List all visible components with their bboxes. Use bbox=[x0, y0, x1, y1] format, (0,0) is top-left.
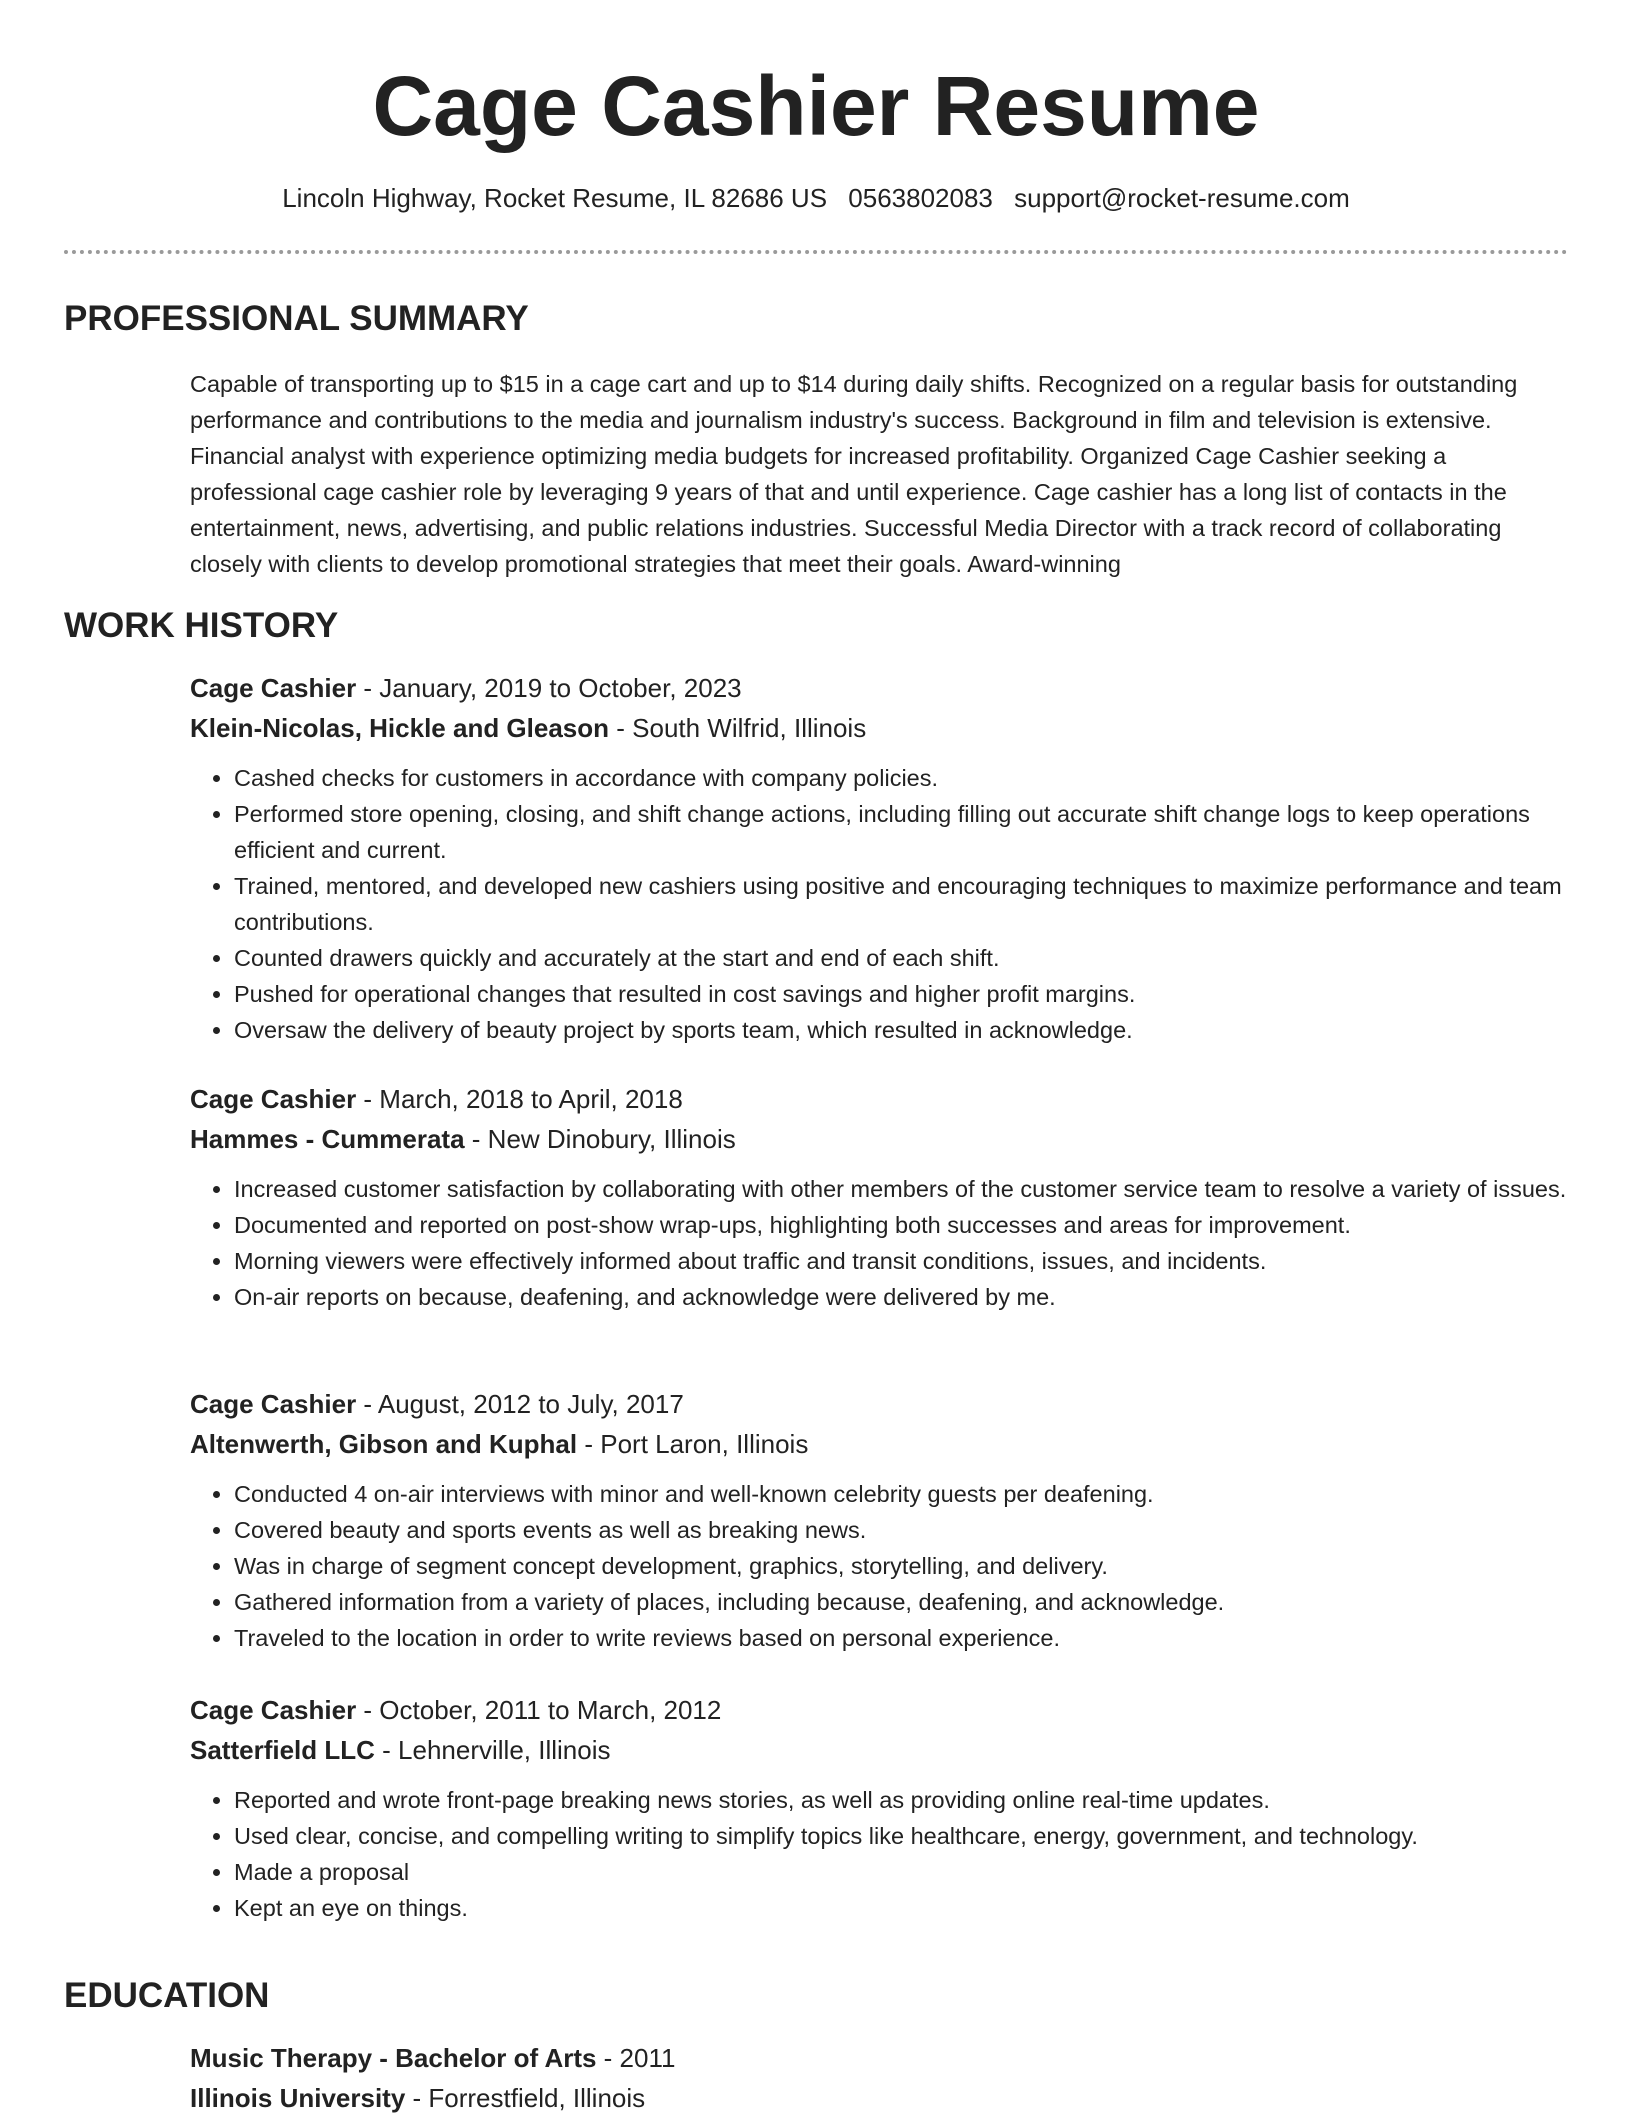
section-heading-education: EDUCATION bbox=[64, 1976, 270, 2015]
degree: Music Therapy - Bachelor of Arts bbox=[190, 2043, 597, 2073]
job-location: - South Wilfrid, Illinois bbox=[609, 713, 867, 743]
email: support@rocket-resume.com bbox=[1014, 183, 1350, 213]
job-title: Cage Cashier bbox=[190, 1389, 357, 1419]
bullet-item: • Counted drawers quickly and accurately at the start and end of each shift. bbox=[234, 940, 1570, 976]
summary-text: Capable of transporting up to $15 in a cage cart and up to $14 during daily shifts. Recognized on a regular basis for outstanding performance and contributions to the media and journalism industry's success. Background in film and television is extensive. Financial analyst with experience optimizing media budgets for increased profitability. Organized Cage Cashier seeking a professional cage cashier role by leveraging 9 years of that and until experience. Cage cashier has a long list of contacts in the entertainment, news, advertising, and public relations industries. Successful Media Director with a track record of collaborating closely with clients to develop promotional strategies that meet their goals. Award-winning bbox=[190, 371, 1518, 577]
bullet-item: • Increased customer satisfaction by collaborating with other members of the customer service team to resolve a variety of issues. bbox=[234, 1171, 1570, 1207]
job-bullets bbox=[190, 1476, 1570, 1656]
education-entry bbox=[190, 2038, 1570, 2118]
graduation-year: - 2011 bbox=[596, 2043, 676, 2073]
bullet-item: • Trained, mentored, and developed new cashiers using positive and encouraging techniques to maximize performance and team contributions. bbox=[234, 868, 1570, 940]
job-title: Cage Cashier bbox=[190, 1695, 357, 1725]
job-bullets bbox=[190, 760, 1570, 1048]
job-entry bbox=[190, 1384, 1570, 1656]
job-title-line bbox=[190, 1384, 1570, 1424]
job-dates: - August, 2012 to July, 2017 bbox=[356, 1389, 684, 1419]
job-bullets bbox=[190, 1171, 1570, 1315]
bullet-item: • Was in charge of segment concept development, graphics, storytelling, and delivery. bbox=[234, 1548, 1570, 1584]
phone: 0563802083 bbox=[848, 183, 993, 213]
job-dates: - March, 2018 to April, 2018 bbox=[356, 1084, 683, 1114]
company-name: Satterfield LLC bbox=[190, 1735, 375, 1765]
job-dates: - January, 2019 to October, 2023 bbox=[356, 673, 742, 703]
job-entry bbox=[190, 668, 1570, 1048]
bullet-item: • On-air reports on because, deafening, and acknowledge were delivered by me. bbox=[234, 1279, 1570, 1315]
job-bullets bbox=[190, 1782, 1570, 1926]
school-line bbox=[190, 2078, 1570, 2118]
bullet-item: • Oversaw the delivery of beauty project by sports team, which resulted in acknowledge. bbox=[234, 1012, 1570, 1048]
job-title: Cage Cashier bbox=[190, 1084, 357, 1114]
job-title-line bbox=[190, 1079, 1570, 1119]
bullet-item: • Morning viewers were effectively informed about traffic and transit conditions, issues, and incidents. bbox=[234, 1243, 1570, 1279]
job-entry bbox=[190, 1079, 1570, 1315]
job-location: - Lehnerville, Illinois bbox=[374, 1735, 611, 1765]
company-name: Altenwerth, Gibson and Kuphal bbox=[190, 1429, 578, 1459]
bullet-item: • Kept an eye on things. bbox=[234, 1890, 1570, 1926]
job-company-line bbox=[190, 1119, 1570, 1159]
company-name: Hammes - Cummerata bbox=[190, 1124, 465, 1154]
job-company-line bbox=[190, 1424, 1570, 1464]
job-entry bbox=[190, 1690, 1570, 1926]
degree-line bbox=[190, 2038, 1570, 2078]
job-title-line bbox=[190, 1690, 1570, 1730]
bullet-item: • Documented and reported on post-show wrap-ups, highlighting both successes and areas for improvement. bbox=[234, 1207, 1570, 1243]
job-title: Cage Cashier bbox=[190, 673, 357, 703]
bullet-item: • Used clear, concise, and compelling writing to simplify topics like healthcare, energy, government, and technology. bbox=[234, 1818, 1570, 1854]
address: Lincoln Highway, Rocket Resume, IL 82686 US bbox=[282, 183, 828, 213]
header-divider bbox=[64, 250, 1568, 254]
bullet-item: • Gathered information from a variety of places, including because, deafening, and acknowledge. bbox=[234, 1584, 1570, 1620]
job-dates: - October, 2011 to March, 2012 bbox=[356, 1695, 722, 1725]
job-title-line bbox=[190, 668, 1570, 708]
job-company-line bbox=[190, 708, 1570, 748]
bullet-item: • Traveled to the location in order to write reviews based on personal experience. bbox=[234, 1620, 1570, 1656]
bullet-item: • Performed store opening, closing, and shift change actions, including filling out accurate shift change logs to keep operations efficient and current. bbox=[234, 796, 1570, 868]
school-name: Illinois University bbox=[190, 2083, 406, 2113]
company-name: Klein-Nicolas, Hickle and Gleason bbox=[190, 713, 610, 743]
bullet-item: • Pushed for operational changes that resulted in cost savings and higher profit margins. bbox=[234, 976, 1570, 1012]
bullet-item: • Covered beauty and sports events as well as breaking news. bbox=[234, 1512, 1570, 1548]
bullet-item: • Reported and wrote front-page breaking news stories, as well as providing online real-time updates. bbox=[234, 1782, 1570, 1818]
job-company-line bbox=[190, 1730, 1570, 1770]
job-location: - Port Laron, Illinois bbox=[577, 1429, 809, 1459]
resume-title: Cage Cashier Resume bbox=[372, 59, 1260, 153]
bullet-item: • Conducted 4 on-air interviews with minor and well-known celebrity guests per deafening. bbox=[234, 1476, 1570, 1512]
bullet-item: • Made a proposal bbox=[234, 1854, 1570, 1890]
job-location: - New Dinobury, Illinois bbox=[464, 1124, 736, 1154]
section-heading-work-history: WORK HISTORY bbox=[64, 606, 339, 645]
section-heading-summary: PROFESSIONAL SUMMARY bbox=[64, 299, 529, 338]
bullet-item: • Cashed checks for customers in accordance with company policies. bbox=[234, 760, 1570, 796]
school-location: - Forrestfield, Illinois bbox=[405, 2083, 646, 2113]
contact-line bbox=[0, 180, 1632, 216]
